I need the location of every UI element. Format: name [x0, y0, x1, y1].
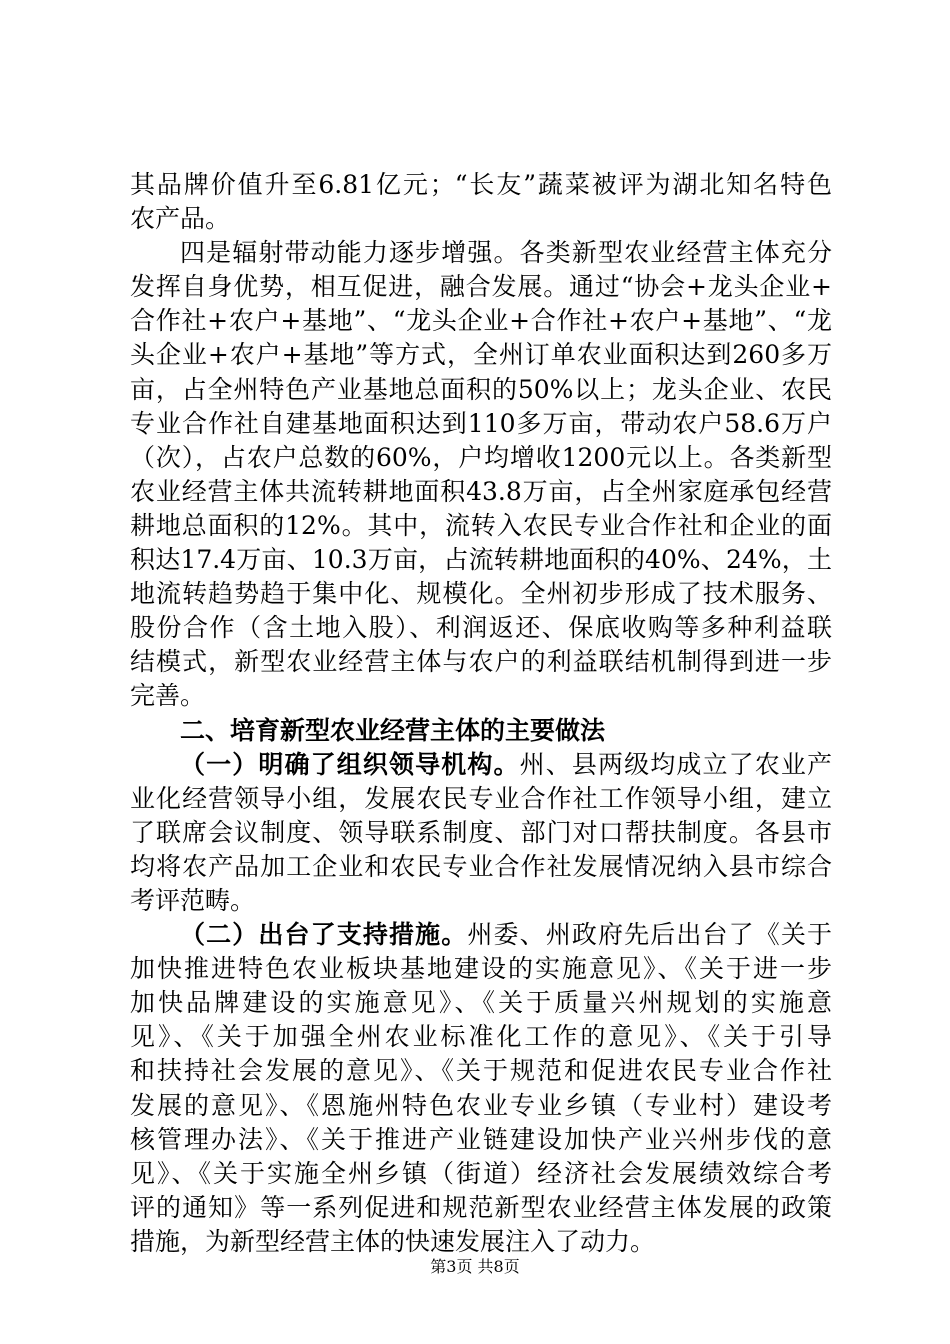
text-segment: 评的通知》等一系列促进和规范新型农业经营主体发展的政策	[130, 1192, 832, 1222]
text-segment: 措施，为新型经营主体的快速发展注入了动力。	[130, 1226, 656, 1256]
text-line	[130, 645, 832, 679]
text-line	[130, 986, 832, 1020]
text-segment: 专业合作社自建基地面积达到110多万亩，带动农户58.6万户	[130, 408, 832, 438]
text-line	[130, 168, 832, 202]
text-line	[130, 952, 832, 986]
text-line	[130, 850, 832, 884]
text-line	[130, 338, 832, 372]
text-segment: 农产品。	[130, 204, 231, 234]
text-segment: 均将农产品加工企业和农民专业合作社发展情况纳入县市综合	[130, 851, 832, 881]
text-segment: 州委、州政府先后出台了《关于	[467, 920, 832, 950]
text-segment: 考评范畴。	[130, 885, 256, 915]
text-segment: 发挥自身优势，相互促进，融合发展。通过“协会+龙头企业+	[130, 272, 832, 302]
text-segment: 结模式，新型农业经营主体与农户的利益联结机制得到进一步	[130, 647, 832, 677]
text-line	[130, 748, 832, 782]
text-segment: 和扶持社会发展的意见》、《关于规范和促进农民专业合作社	[130, 1056, 832, 1086]
bold-text: 二、培育新型农业经营主体的主要做法	[180, 715, 606, 745]
text-segment: 了联席会议制度、领导联系制度、部门对口帮扶制度。各县市	[130, 817, 832, 847]
text-line	[130, 509, 832, 543]
text-line	[130, 884, 832, 918]
text-line	[130, 236, 832, 270]
text-line	[130, 577, 832, 611]
text-line	[130, 543, 832, 577]
text-line	[130, 1157, 832, 1191]
bold-text: （二）出台了支持措施。	[180, 920, 468, 950]
body-text	[130, 168, 832, 1259]
text-line	[130, 475, 832, 509]
text-line	[130, 202, 832, 236]
text-segment: 合作社+农户+基地”、“龙头企业+合作社+农户+基地”、“龙	[130, 306, 832, 336]
text-segment: （次），占农户总数的60%，户均增收1200元以上。各类新型	[130, 442, 832, 472]
text-line	[130, 1054, 832, 1088]
text-line	[130, 1089, 832, 1123]
page-footer: 第3页 共8页	[430, 1257, 520, 1276]
text-segment: 耕地总面积的12%。其中，流转入农民专业合作社和企业的面	[130, 510, 832, 540]
text-line	[130, 407, 832, 441]
text-line	[130, 373, 832, 407]
text-line	[130, 782, 832, 816]
text-segment: 股份合作（含土地入股）、利润返还、保底收购等多种利益联	[130, 613, 832, 643]
text-segment: 发展的意见》、《恩施州特色农业专业乡镇（专业村）建设考	[130, 1090, 832, 1120]
bold-text: （一）明确了组织领导机构。	[180, 749, 520, 779]
text-segment: 积达17.4万亩、10.3万亩，占流转耕地面积的40%、24%，土	[130, 545, 832, 575]
text-segment: 见》、《关于实施全州乡镇（街道）经济社会发展绩效综合考	[130, 1158, 832, 1188]
text-line	[130, 304, 832, 338]
text-line	[130, 714, 832, 748]
text-line	[130, 1191, 832, 1225]
text-line	[130, 1020, 832, 1054]
text-line	[130, 816, 832, 850]
text-segment: 业化经营领导小组，发展农民专业合作社工作领导小组，建立	[130, 783, 832, 813]
text-line	[130, 1123, 832, 1157]
text-line	[130, 918, 832, 952]
text-line	[130, 611, 832, 645]
text-segment: 其品牌价值升至6.81亿元；“长友”蔬菜被评为湖北知名特色	[130, 170, 832, 199]
text-segment: 见》、《关于加强全州农业标准化工作的意见》、《关于引导	[130, 1022, 832, 1052]
text-segment: 完善。	[130, 681, 206, 711]
text-segment: 州、县两级均成立了农业产	[519, 749, 832, 779]
text-segment: 加快推进特色农业板块基地建设的实施意见》、《关于进一步	[130, 954, 832, 984]
text-segment: 头企业+农户+基地”等方式，全州订单农业面积达到260多万	[130, 340, 832, 370]
text-segment: 农业经营主体共流转耕地面积43.8万亩，占全州家庭承包经营	[130, 476, 832, 506]
text-line	[130, 1225, 832, 1259]
text-line	[130, 441, 832, 475]
text-segment: 地流转趋势趋于集中化、规模化。全州初步形成了技术服务、	[130, 579, 832, 609]
text-line	[130, 270, 832, 304]
text-segment: 加快品牌建设的实施意见》、《关于质量兴州规划的实施意	[130, 988, 832, 1018]
text-line	[130, 679, 832, 713]
text-segment: 四是辐射带动能力逐步增强。各类新型农业经营主体充分	[180, 238, 832, 268]
text-segment: 亩，占全州特色产业基地总面积的50%以上；龙头企业、农民	[130, 374, 832, 404]
text-segment: 核管理办法》、《关于推进产业链建设加快产业兴州步伐的意	[130, 1124, 832, 1154]
